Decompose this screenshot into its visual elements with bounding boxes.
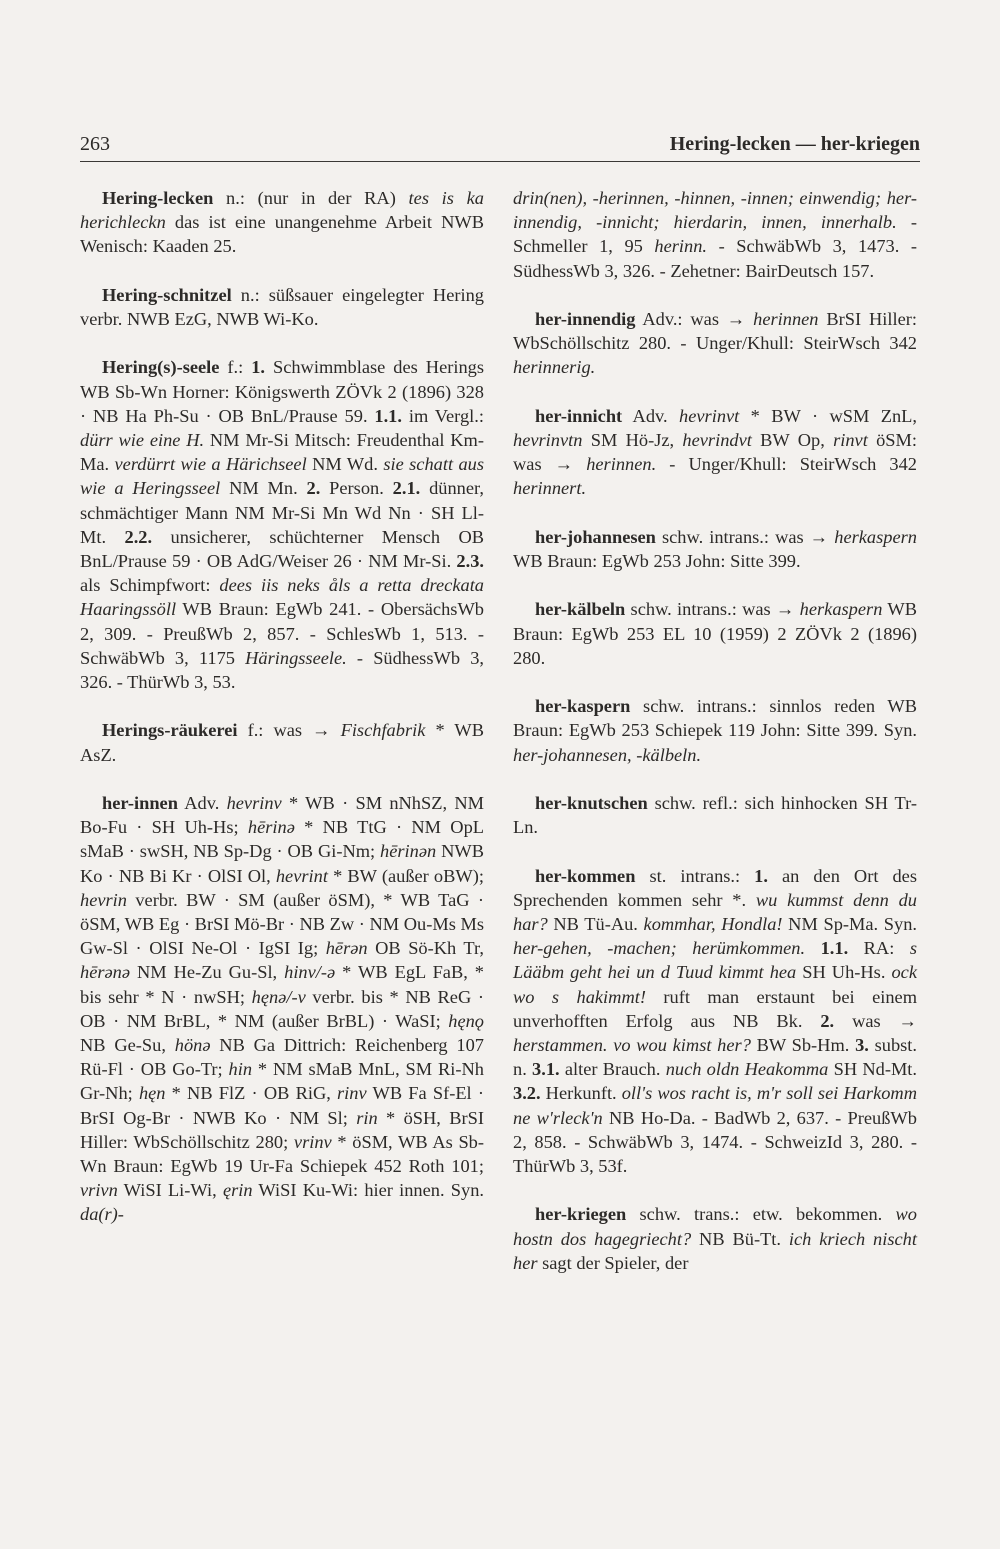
entry-text: NM Sp-Ma. Syn. — [782, 913, 917, 934]
entry-text: schw. refl.: sich hinhocken SH Tr-Ln. — [513, 792, 917, 838]
entry-text: WB Braun: EgWb 241. - ObersächsWb 2, 309. - PreußWb 2, 857. - SchlesWb 1, 513. - SchwäbWb 3, 1175 — [80, 599, 484, 668]
entry-text — [805, 938, 821, 958]
entry-text: verbr. bis * NB ReG · OB · NM BrBL, * NM (außer BrBL) · WaSI; — [80, 986, 484, 1031]
dictionary-entry — [513, 525, 917, 573]
italic-text: Häringsseele. — [245, 647, 347, 668]
entry-text: NB Ge-Su, — [80, 1035, 175, 1056]
entry-text: * WB · SM nNhSZ, NM Bo-Fu · SH Uh-Hs; — [80, 793, 484, 838]
entry-text: Adv.: was → — [635, 309, 754, 329]
right-column — [513, 186, 917, 1299]
dictionary-entry — [80, 355, 484, 694]
italic-text: dürr wie eine H. — [80, 430, 205, 450]
entry-headword: Herings-räukerei — [102, 720, 238, 741]
sense-number: 2.3. — [456, 551, 484, 572]
italic-text: hērinə — [247, 817, 295, 838]
italic-text: herinn. — [654, 236, 708, 257]
italic-text: hęnǫ — [448, 1010, 484, 1031]
entry-text: * BW (außer oBW); — [327, 865, 484, 886]
entry-text: NM Mr-Si Mitsch: Freudenthal Km-Ma. — [80, 430, 484, 475]
sense-number: 3.1. — [532, 1059, 560, 1080]
entry-headword: her-kommen — [535, 865, 636, 886]
italic-text: oll's wos racht is, m'r soll sei Harkomm ne w'rleck'n — [513, 1083, 917, 1128]
italic-text: herstammen. vo wou kimst her? — [513, 1035, 751, 1055]
entry-text: Schwimmblase des Herings WB Sb-Wn Horner: Königswerth ZÖVk 2 (1896) 328 · NB Ha Ph-Su · OB BnL/Prause 59. — [80, 357, 485, 426]
sense-number: 1. — [754, 865, 768, 886]
entry-text: als Schimpfwort: — [80, 575, 220, 596]
entry-text: * WB AsZ. — [80, 720, 484, 765]
entry-text: NB Ho-Da. - BadWb 2, 637. - PreußWb 2, 858. - SchwäbWb 3, 1474. - SchweizId 3, 280. - ThürWb 3, 53f. — [513, 1107, 917, 1177]
italic-text: hinv/-ə — [284, 962, 336, 983]
sense-number: 1.1. — [374, 405, 402, 426]
italic-text: herkaspern — [834, 526, 917, 547]
italic-text: her-gehen, -machen; herümkommen. — [513, 938, 806, 959]
italic-text: Fischfabrik — [340, 720, 426, 741]
italic-text: sie schatt aus wie a Heringsseel — [80, 454, 484, 499]
italic-text: rinvt — [833, 430, 868, 450]
entry-text: NM Mn. — [220, 478, 307, 499]
entry-text: * BW · wSM ZnL, — [739, 405, 917, 426]
entry-text: OB Sö-Kh Tr, — [367, 938, 484, 959]
entry-text: Adv. — [622, 405, 680, 426]
entry-text: f.: — [219, 357, 252, 378]
entry-text: NB Bü-Tt. — [691, 1228, 789, 1249]
entry-headword: her-kaspern — [535, 696, 631, 717]
dictionary-entry — [513, 597, 917, 670]
entry-text: NM He-Zu Gu-Sl, — [130, 962, 285, 983]
entry-text: Herkunft. — [540, 1083, 622, 1104]
entry-text: sagt der Spieler, der — [537, 1252, 689, 1273]
entry-text: SM Hö-Jz, — [582, 430, 683, 450]
italic-text: kommhar, Hondla! — [643, 913, 783, 934]
entry-text: BW Op, — [751, 430, 834, 450]
entry-text: Person. — [320, 478, 393, 499]
dictionary-entry — [513, 864, 917, 1179]
italic-text: wu kummst denn du har? — [513, 889, 917, 934]
entry-text: dünner, schmächtiger Mann NM Mr-Si Mn Wd Nn · SH Ll-Mt. — [80, 478, 485, 547]
italic-text: herkaspern — [799, 599, 883, 620]
entry-text: verbr. BW · SM (außer öSM), * WB TaG · öSM, WB Eg · BrSI Mö-Br · NB Zw · NM Ou-Ms Ms Gw-Sl · OlSI Ne-Ol · IgSI Ig; — [80, 889, 484, 959]
page-number: 263 — [80, 133, 110, 155]
entry-headword: her-innendig — [535, 309, 636, 329]
italic-text: vrinv — [293, 1131, 332, 1152]
italic-text: hevrin — [80, 889, 127, 910]
entry-text: * öSH, BrSI Hiller: WbSchöllschitz 280; — [80, 1107, 484, 1152]
italic-text: rinv — [337, 1083, 367, 1104]
entry-headword: her-kriegen — [535, 1204, 627, 1225]
italic-text: hērinən — [380, 841, 437, 862]
entry-text: * NB FlZ · OB RiG, — [165, 1083, 337, 1104]
sense-number: 3.2. — [513, 1083, 541, 1104]
italic-text: ich kriech nischt her — [513, 1228, 917, 1273]
running-title: Hering-lecken — her-kriegen — [669, 133, 920, 155]
italic-text: nuch oldn Heakomma — [665, 1059, 829, 1080]
entry-text: NM Wd. — [306, 454, 384, 475]
entry-text: NWB Ko · NB Bi Kr · OlSI Ol, — [80, 841, 484, 886]
entry-text: NB Ga Dittrich: Reichenberg 107 Rü-Fl · OB Go-Tr; — [80, 1035, 484, 1080]
entry-text: * öSM, WB As Sb-Wn Braun: EgWb 19 Ur-Fa Schiepek 452 Roth 101; — [80, 1131, 484, 1177]
entry-text: - Unger/Khull: SteirWsch 342 — [656, 454, 917, 475]
italic-text: wo hostn dos hagegriecht? — [513, 1204, 917, 1249]
italic-text: hērən — [325, 938, 368, 959]
entry-text: n.: süßsauer eingelegter Hering verbr. NWB EzG, NWB Wi-Ko. — [80, 284, 484, 329]
italic-text: verdürrt wie a Härichseel — [114, 454, 307, 475]
entry-text: öSM: was → — [513, 430, 917, 475]
entry-text: - SchwäbWb 3, 1473. - SüdhessWb 3, 326. - Zehetner: BairDeutsch 157. — [513, 236, 917, 281]
entry-text: was → — [834, 1010, 917, 1031]
italic-text: hevrint — [275, 865, 328, 886]
italic-text: hevrinvtn — [513, 430, 583, 450]
italic-text: ęrin — [222, 1180, 253, 1201]
italic-text: herinnen. — [586, 454, 657, 475]
dictionary-entry — [513, 1202, 917, 1275]
entry-text: schw. intrans.: was → — [655, 526, 835, 547]
entry-text: WiSI Ku-Wi: hier innen. Syn. — [252, 1180, 484, 1201]
italic-text: her-johannesen, -kälbeln. — [513, 744, 702, 765]
entry-text: * WB EgL FaB, * bis sehr * N · nwSH; — [80, 962, 484, 1007]
italic-text: hönə — [174, 1035, 211, 1056]
dictionary-entry — [513, 186, 917, 283]
dictionary-entry — [513, 694, 917, 767]
italic-text: hevrinv — [226, 793, 282, 814]
italic-text: rin — [356, 1107, 378, 1128]
entry-text: schw. intrans.: sinnlos reden WB Braun: EgWb 253 Schiepek 119 John: Sitte 399. Syn. — [513, 696, 917, 741]
entry-text: Adv. — [177, 793, 227, 814]
entry-text: schw. intrans.: was → — [625, 599, 800, 620]
entry-headword: Hering-lecken — [102, 188, 214, 208]
italic-text: dees iis neks åls a retta dreckata Haaringssöll — [80, 575, 484, 620]
dictionary-entry — [513, 404, 917, 501]
dictionary-entry — [80, 718, 484, 766]
italic-text: herinnen — [753, 309, 819, 329]
italic-text: hevrinvt — [679, 405, 740, 426]
italic-text: herinnert. — [513, 478, 587, 499]
italic-text: hin — [228, 1059, 253, 1080]
dictionary-entry — [513, 791, 917, 839]
entry-text: RA: — [848, 938, 910, 959]
header-rule — [80, 161, 920, 162]
italic-text: hęn — [138, 1083, 166, 1104]
entry-text: schw. trans.: etw. bekommen. — [626, 1204, 896, 1225]
entry-text: BW Sb-Hm. — [750, 1035, 856, 1055]
entry-text: NB Tü-Au. — [547, 913, 644, 934]
entry-headword: her-innen — [102, 793, 178, 814]
entry-text: n.: (nur in der RA) — [213, 188, 409, 208]
sense-number: 1. — [251, 357, 266, 378]
italic-text: hęnə/-v — [251, 986, 306, 1007]
italic-text: da(r)- — [80, 1204, 124, 1225]
entry-text: -Schmeller 1, 95 — [513, 212, 917, 257]
entry-headword: her-kälbeln — [535, 599, 626, 620]
entry-headword: Hering-schnitzel — [102, 284, 232, 305]
italic-text: herinnerig. — [513, 357, 596, 378]
sense-number: 1.1. — [820, 938, 849, 959]
entry-text: st. intrans.: — [635, 865, 755, 886]
entry-text: unsicherer, schüchterner Mensch OB BnL/Prause 59 · OB AdG/Weiser 26 · NM Mr-Si. — [80, 526, 484, 572]
entry-headword: her-knutschen — [535, 792, 648, 813]
entry-headword: her-johannesen — [535, 526, 656, 547]
entry-text: WB Fa Sf-El · BrSI Og-Br · NWB Ko · NM Sl; — [80, 1083, 484, 1128]
entry-text: * NB TtG · NM OpL sMaB · swSH, NB Sp-Dg · OB Gi-Nm; — [80, 817, 485, 862]
dictionary-entry — [513, 307, 917, 380]
sense-number: 2.1. — [392, 478, 421, 499]
entry-text: alter Brauch. — [559, 1059, 666, 1080]
entry-text: BrSI Hiller: WbSchöllschitz 280. - Unger/Khull: SteirWsch 342 — [513, 309, 917, 354]
sense-number: 2. — [306, 478, 321, 499]
italic-text: vrivn — [80, 1180, 118, 1201]
italic-text: drin(nen), -herinnen, -hinnen, -innen; einwendig; her-innendig, -innicht; hierdarin, innen, innerhalb. — [513, 188, 917, 233]
entry-text: an den Ort des Sprechenden kommen sehr *. — [513, 865, 917, 910]
sense-number: 2.2. — [124, 526, 153, 547]
entry-text: subst. n. — [513, 1035, 917, 1080]
entry-text: - SüdhessWb 3, 326. - ThürWb 3, 53. — [80, 647, 484, 693]
italic-text: hērənə — [80, 962, 131, 983]
sense-number: 3. — [855, 1035, 869, 1055]
italic-text: s Lääbm geht hei un d Tuud kimmt hea — [513, 938, 917, 983]
entry-text: WiSI Li-Wi, — [117, 1180, 223, 1201]
italic-text: hevrindvt — [682, 430, 752, 450]
page-header — [80, 133, 920, 163]
dictionary-entry — [80, 186, 484, 259]
entry-text: f.: was → — [237, 720, 341, 741]
entry-text: * NM sMaB MnL, SM Ri-Nh Gr-Nh; — [80, 1059, 484, 1104]
dictionary-entry — [80, 283, 484, 331]
entry-text: SH Uh-Hs. — [796, 962, 892, 983]
italic-text: ock wo s hakimmt! — [513, 962, 917, 1007]
sense-number: 2. — [820, 1010, 835, 1031]
entry-headword: her-innicht — [535, 405, 623, 426]
left-column — [80, 186, 484, 1251]
entry-text: SH Nd-Mt. — [828, 1059, 918, 1080]
entry-text: WB Braun: EgWb 253 John: Sitte 399. — [513, 551, 801, 571]
entry-text: WB Braun: EgWb 253 EL 10 (1959) 2 ZÖVk 2 (1896) 280. — [513, 599, 917, 668]
dictionary-entry — [80, 791, 484, 1227]
entry-headword: Hering(s)-seele — [102, 357, 220, 378]
entry-text: ruft man erstaunt bei einem unverhofften Erfolg aus NB Bk. — [513, 986, 917, 1031]
entry-text: im Vergl.: — [401, 405, 484, 426]
italic-text: tes is ka herichleckn — [80, 188, 484, 233]
entry-text: das ist eine unangenehme Arbeit NWB Wenisch: Kaaden 25. — [80, 212, 484, 257]
